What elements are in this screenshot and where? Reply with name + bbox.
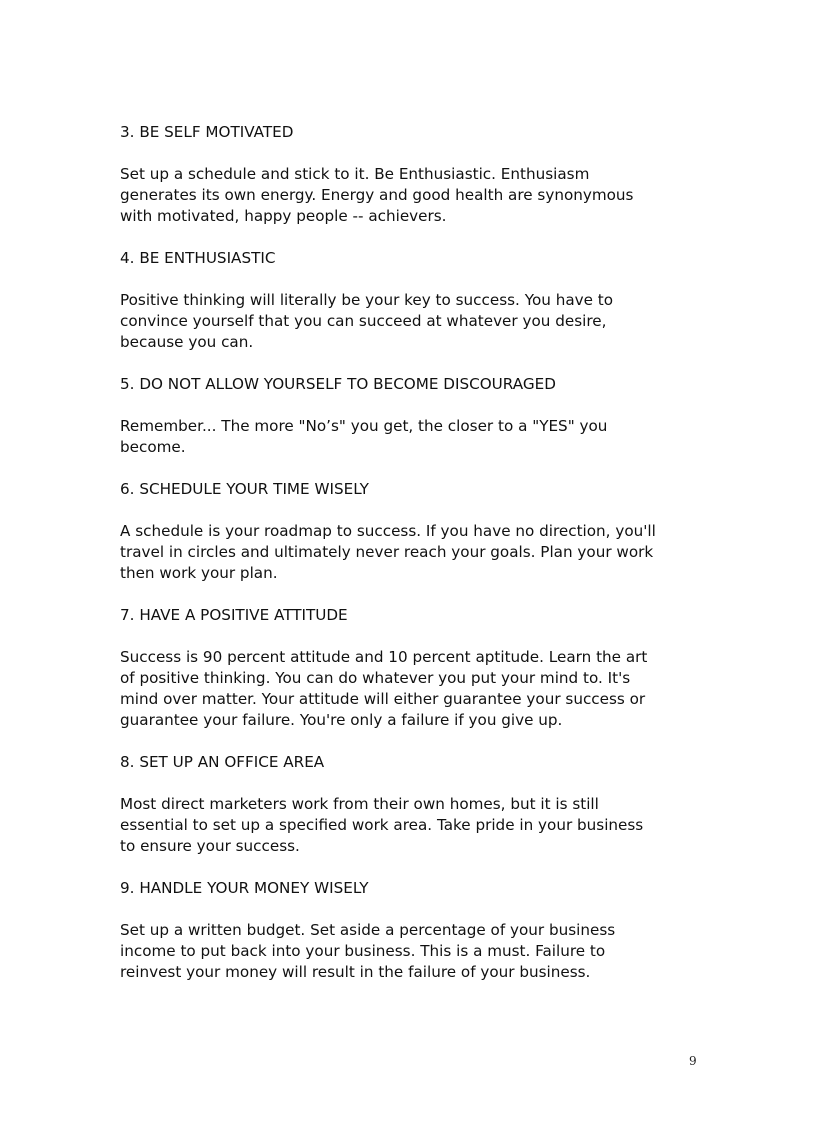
section-heading: 7. HAVE A POSITIVE ATTITUDE	[120, 606, 348, 624]
section-office-area	[120, 752, 720, 857]
section-paragraph	[120, 416, 720, 458]
paragraph-line: Set up a schedule and stick to it. Be Enthusiastic. Enthusiasm	[120, 165, 590, 183]
section-paragraph	[120, 164, 720, 227]
paragraph-line: A schedule is your roadmap to success. If you have no direction, you'll	[120, 522, 656, 540]
section-paragraph	[120, 521, 720, 584]
paragraph-line: Most direct marketers work from their own homes, but it is still	[120, 795, 599, 813]
paragraph-line: guarantee your failure. You're only a failure if you give up.	[120, 711, 563, 729]
paragraph-line: reinvest your money will result in the failure of your business.	[120, 963, 591, 981]
section-enthusiastic	[120, 248, 720, 353]
paragraph-line: essential to set up a specified work area. Take pride in your business	[120, 816, 644, 834]
paragraph-line: become.	[120, 438, 186, 456]
section-paragraph	[120, 794, 720, 857]
paragraph-line: generates its own energy. Energy and good health are synonymous	[120, 186, 634, 204]
section-paragraph	[120, 290, 720, 353]
paragraph-line: then work your plan.	[120, 564, 278, 582]
paragraph-line: of positive thinking. You can do whatever you put your mind to. It's	[120, 669, 631, 687]
section-self-motivated	[120, 122, 720, 227]
section-schedule-time	[120, 479, 720, 584]
section-discouraged	[120, 374, 720, 458]
paragraph-line: to ensure your success.	[120, 837, 300, 855]
section-positive-attitude	[120, 605, 720, 731]
paragraph-line: because you can.	[120, 333, 254, 351]
section-heading: 6. SCHEDULE YOUR TIME WISELY	[120, 480, 369, 498]
paragraph-line: income to put back into your business. This is a must. Failure to	[120, 942, 606, 960]
document-body	[120, 122, 720, 1004]
section-heading: 3. BE SELF MOTIVATED	[120, 123, 294, 141]
paragraph-line: Positive thinking will literally be your key to success. You have to	[120, 291, 614, 309]
paragraph-line: mind over matter. Your attitude will either guarantee your success or	[120, 690, 646, 708]
section-heading: 8. SET UP AN OFFICE AREA	[120, 753, 325, 771]
paragraph-line: Remember... The more "No’s" you get, the closer to a "YES" you	[120, 417, 608, 435]
paragraph-line: Set up a written budget. Set aside a percentage of your business	[120, 921, 616, 939]
page-number: 9	[689, 1054, 697, 1068]
section-heading: 9. HANDLE YOUR MONEY WISELY	[120, 879, 369, 897]
paragraph-line: with motivated, happy people -- achievers.	[120, 207, 447, 225]
section-paragraph	[120, 647, 720, 731]
section-heading: 5. DO NOT ALLOW YOURSELF TO BECOME DISCOURAGED	[120, 375, 556, 393]
paragraph-line: convince yourself that you can succeed at whatever you desire,	[120, 312, 607, 330]
section-heading: 4. BE ENTHUSIASTIC	[120, 249, 276, 267]
section-money-wisely	[120, 878, 720, 983]
section-paragraph	[120, 920, 720, 983]
paragraph-line: Success is 90 percent attitude and 10 percent aptitude. Learn the art	[120, 648, 648, 666]
paragraph-line: travel in circles and ultimately never reach your goals. Plan your work	[120, 543, 654, 561]
